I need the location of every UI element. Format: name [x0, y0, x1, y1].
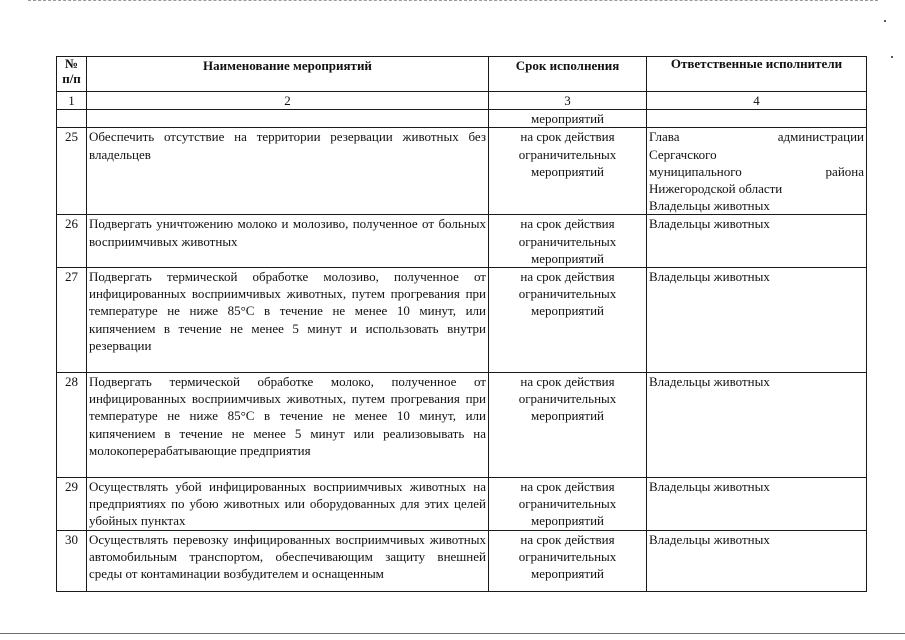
row-number: 26 — [57, 215, 87, 268]
row-number: 30 — [57, 530, 87, 591]
responsible-line: Владельцы животных — [649, 269, 770, 285]
row-term: на срок действия ограничительных мероприятий — [489, 530, 647, 591]
row-term: на срок действия ограничительных мероприятий — [489, 373, 647, 478]
row-number: 28 — [57, 373, 87, 478]
row-activity: Осуществлять убой инфицированных восприимчивых животных на предприятиях по убою животных или оборудованных для этих целей убойных пунктах — [87, 478, 489, 531]
continuation-row — [57, 110, 867, 128]
continuation-activity — [87, 110, 489, 128]
table-row — [57, 128, 867, 215]
page-bottom-margin — [40, 596, 880, 632]
table-row — [57, 268, 867, 373]
header-term: Срок исполнения — [489, 57, 647, 92]
row-responsible — [647, 128, 867, 215]
responsible-line: муниципального района — [649, 163, 864, 179]
table-row — [57, 530, 867, 591]
scan-top-edge — [28, 0, 878, 2]
responsible-line: Владельцы животных — [649, 479, 770, 495]
responsible-line: Нижегородской области — [649, 181, 783, 197]
table-row — [57, 215, 867, 268]
row-term: на срок действия ограничительных мероприятий — [489, 268, 647, 373]
header-num: № п/п — [57, 57, 87, 92]
row-responsible — [647, 478, 867, 531]
table-row — [57, 478, 867, 531]
row-activity: Подвергать уничтожению молоко и молозиво, полученное от больных восприимчивых животных — [87, 215, 489, 268]
column-number: 2 — [87, 92, 489, 110]
continuation-term: мероприятий — [489, 110, 647, 128]
column-number: 3 — [489, 92, 647, 110]
row-responsible — [647, 215, 867, 268]
table-row — [57, 373, 867, 478]
row-responsible — [647, 268, 867, 373]
row-number: 27 — [57, 268, 87, 373]
column-number: 4 — [647, 92, 867, 110]
continuation-responsible — [647, 110, 867, 128]
row-responsible — [647, 530, 867, 591]
header-responsible: Ответственные исполнители — [647, 57, 867, 92]
row-activity: Подвергать термической обработке молоко, полученное от инфицированных восприимчивых животных, путем прогревания при температуре не ниже 85°С в течение не менее 10 минут, или кипячением в течение не менее 5 минут или реализовывать на молокоперерабатывающие предприятия — [87, 373, 489, 478]
responsible-line: Владельцы животных — [649, 198, 770, 214]
scan-bottom-edge — [0, 633, 905, 634]
responsible-line: Владельцы животных — [649, 531, 770, 547]
scan-speck — [891, 56, 893, 58]
row-responsible — [647, 373, 867, 478]
row-term: на срок действия ограничительных мероприятий — [489, 478, 647, 531]
measures-table — [56, 56, 867, 592]
row-term: на срок действия ограничительных мероприятий — [489, 128, 647, 215]
row-term: на срок действия ограничительных мероприятий — [489, 215, 647, 268]
table-header-row — [57, 57, 867, 92]
row-activity: Подвергать термической обработке молозиво, полученное от инфицированных восприимчивых животных, путем прогревания при температуре не ниже 85°С в течение не менее 10 минут, или кипячением в течение не менее 5 минут и использовать внутри резервации — [87, 268, 489, 373]
row-number: 25 — [57, 128, 87, 215]
row-activity: Осуществлять перевозку инфицированных восприимчивых животных автомобильным транспортом, обеспечивающим защиту внешней среды от контаминации возбудителем и оснащенным — [87, 530, 489, 591]
header-activity: Наименование мероприятий — [87, 57, 489, 92]
column-number-row — [57, 92, 867, 110]
column-number: 1 — [57, 92, 87, 110]
responsible-line: Глава администрации — [649, 129, 864, 145]
responsible-line: Владельцы животных — [649, 374, 770, 390]
row-number: 29 — [57, 478, 87, 531]
continuation-num — [57, 110, 87, 128]
row-activity: Обеспечить отсутствие на территории резервации животных без владельцев — [87, 128, 489, 215]
scan-speck — [884, 20, 886, 22]
responsible-line: Сергачского — [649, 146, 717, 162]
responsible-line: Владельцы животных — [649, 216, 770, 232]
